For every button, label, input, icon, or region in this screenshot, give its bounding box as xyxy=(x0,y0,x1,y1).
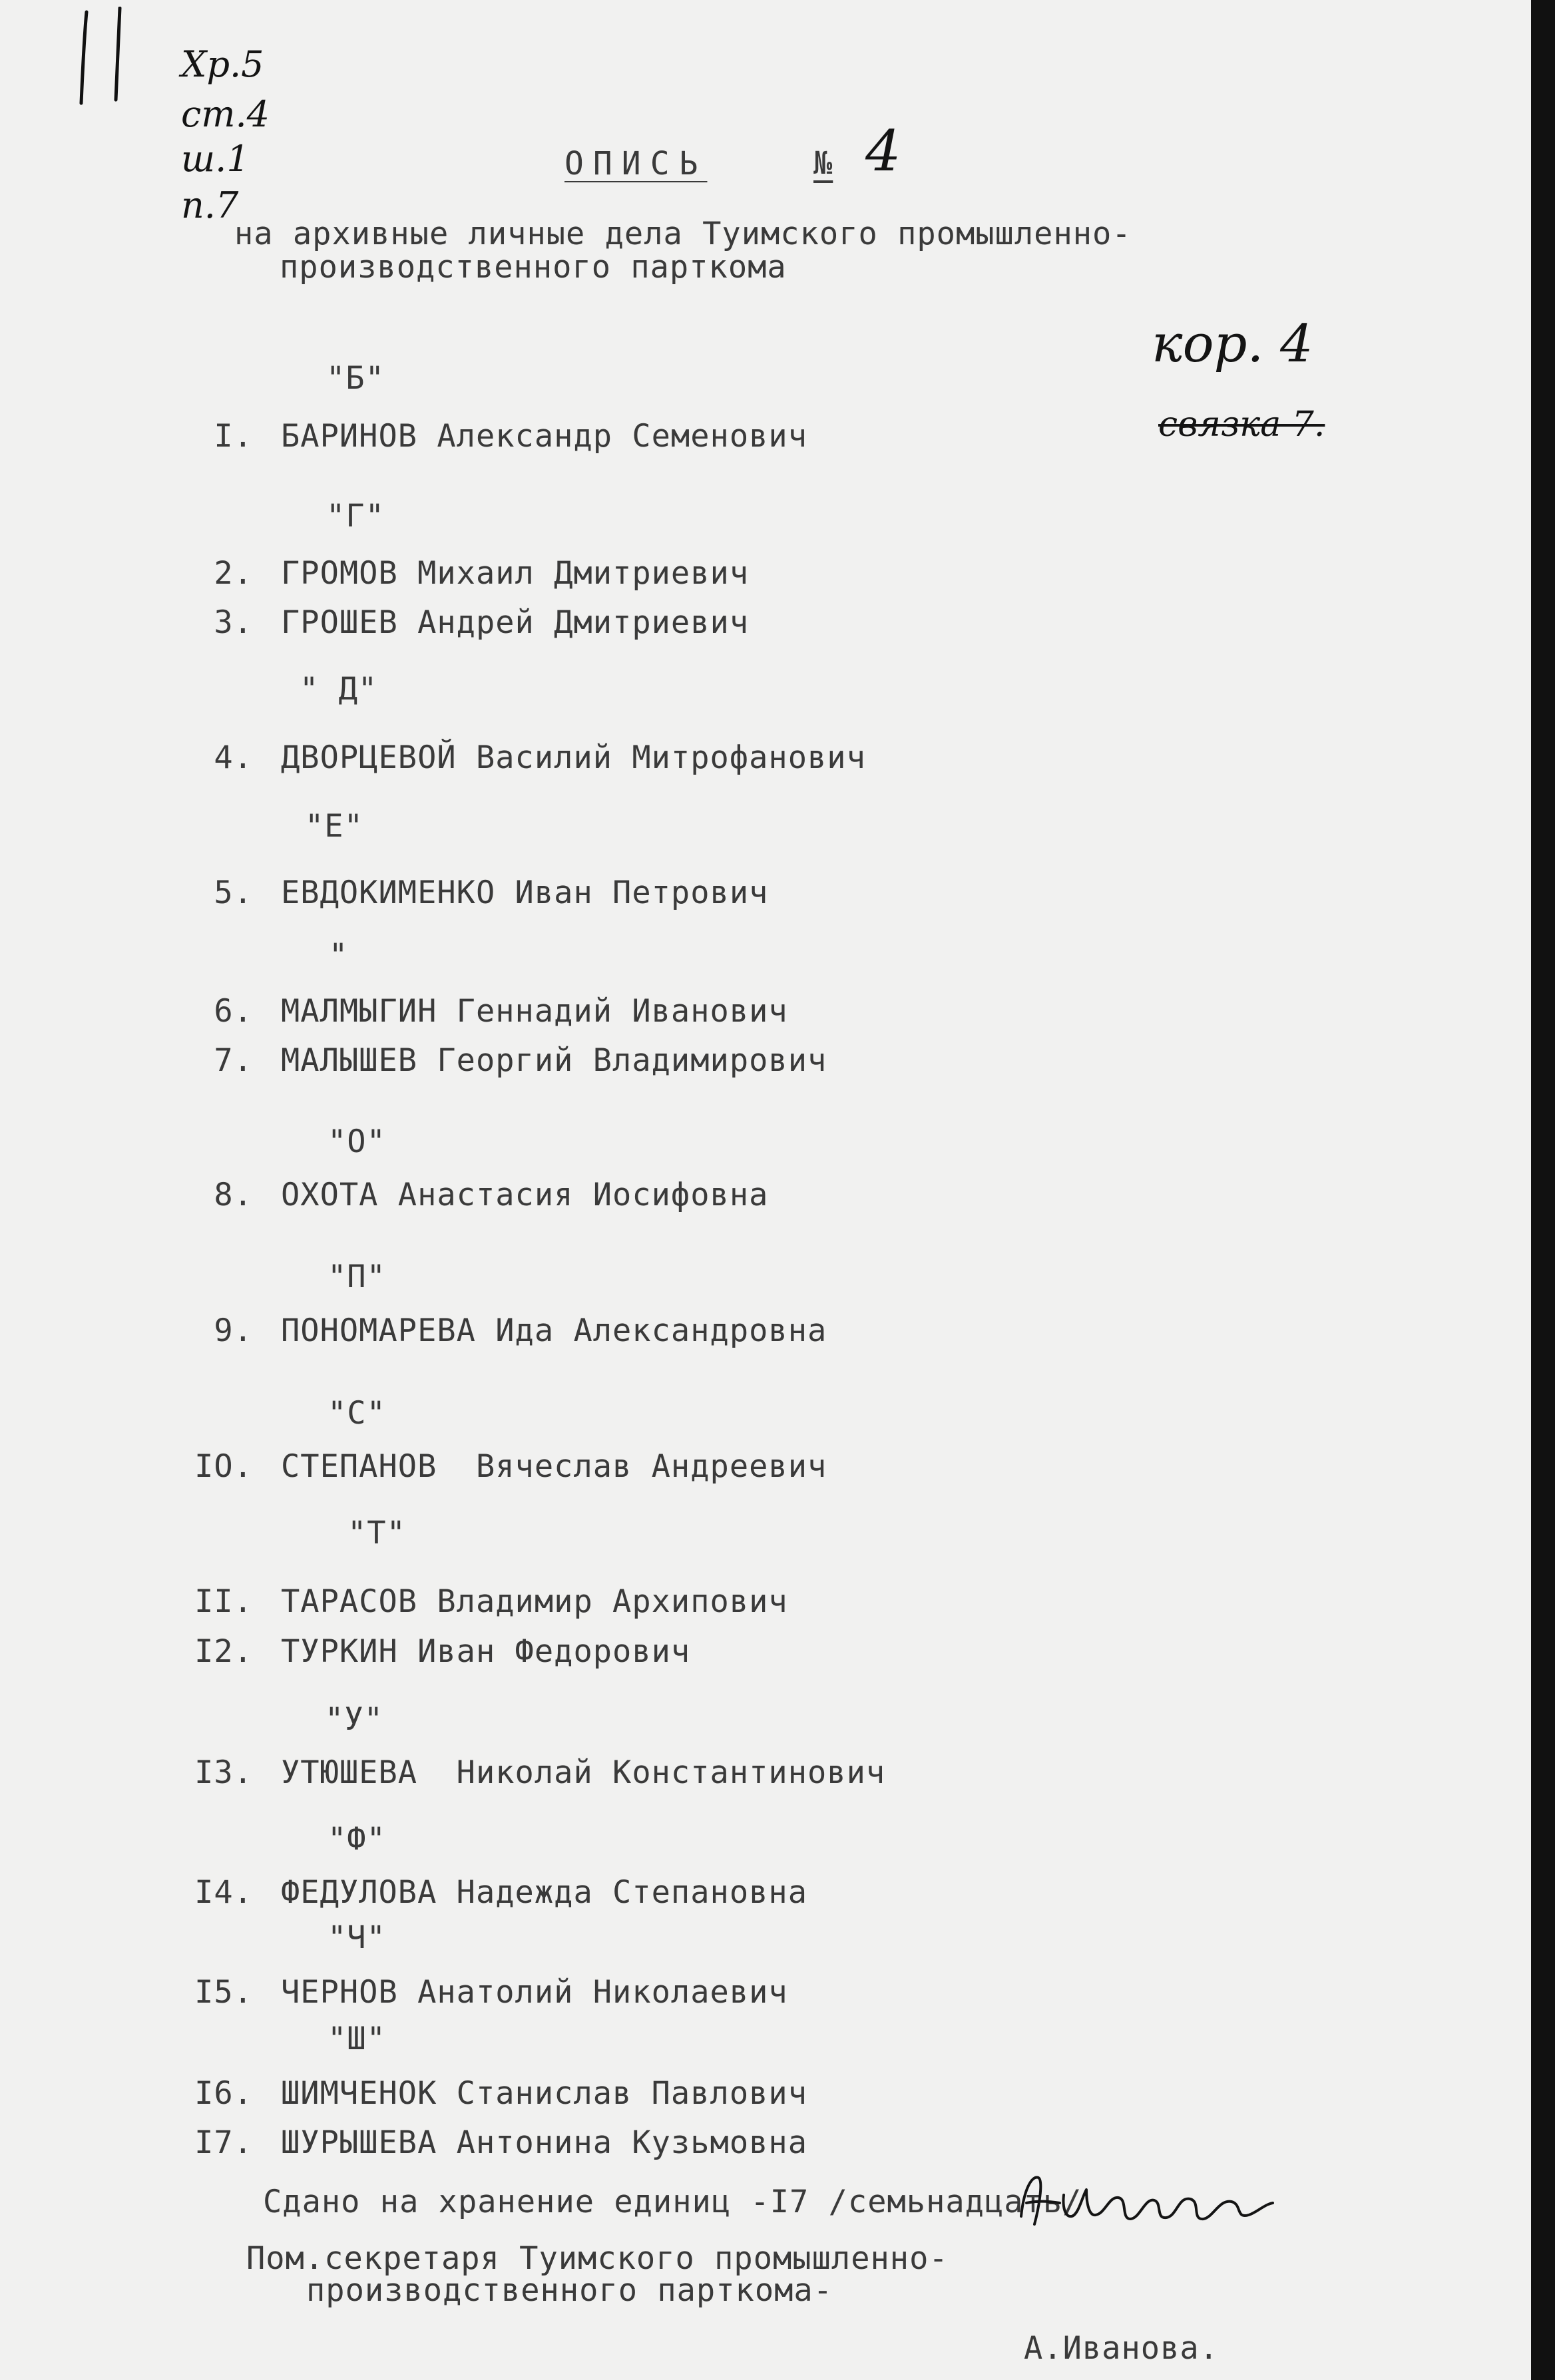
inventory-number: 4 xyxy=(865,118,901,184)
entry-number: 5. xyxy=(214,875,253,911)
entry-name: ДВОРЦЕВОЙ Василий Митрофанович xyxy=(281,739,866,776)
entry-name: ПОНОМАРЕВА Ида Александровна xyxy=(281,1312,827,1349)
entry-name: ОХОТА Анастасия Иосифовна xyxy=(281,1177,769,1213)
document-subtitle-line1: на архивные личные дела Туимского промышленно- xyxy=(234,216,1132,252)
entry-number: 2. xyxy=(214,555,253,592)
entry-name: ТУРКИН Иван Федорович xyxy=(281,1633,691,1670)
letter-heading: " xyxy=(329,937,349,974)
entry-number: I6. xyxy=(194,2075,253,2112)
entry-name: ТАРАСОВ Владимир Архипович xyxy=(281,1583,788,1620)
total-units-line: Сдано на хранение единиц -I7 /семьнадцать/ xyxy=(263,2184,1082,2220)
letter-heading: "Т" xyxy=(347,1515,406,1551)
entry-number: 6. xyxy=(214,993,253,1030)
entry-number: I. xyxy=(214,418,253,455)
entry-number: II. xyxy=(194,1583,253,1620)
signer-position-line1: Пом.секретаря Туимского промышленно- xyxy=(246,2240,949,2277)
entry-number: 7. xyxy=(214,1042,253,1079)
letter-heading: "О" xyxy=(328,1123,386,1160)
signer-name: А.Иванова. xyxy=(1024,2330,1219,2367)
letter-heading: "Б" xyxy=(326,360,385,397)
number-sign: № xyxy=(813,145,833,182)
entry-number: IO. xyxy=(194,1448,253,1485)
signer-position-line2: производственного парткома- xyxy=(306,2272,833,2309)
entry-number: I4. xyxy=(194,1874,253,1911)
letter-heading: " Д" xyxy=(300,671,378,707)
archive-code-rack: ст.4 xyxy=(181,93,270,135)
entry-name: ЕВДОКИМЕНКО Иван Петрович xyxy=(281,875,769,911)
letter-heading: "Ч" xyxy=(328,1919,386,1956)
letter-heading: "П" xyxy=(328,1259,386,1295)
scan-edge xyxy=(1531,0,1555,2380)
letter-heading: "С" xyxy=(328,1395,386,1432)
letter-heading: "У" xyxy=(325,1701,383,1738)
entry-number: I7. xyxy=(194,2124,253,2161)
entry-name: МАЛЫШЕВ Георгий Владимирович xyxy=(281,1042,827,1079)
entry-number: 9. xyxy=(214,1312,253,1349)
entry-number: 3. xyxy=(214,604,253,641)
bundle-label-struck: связка 7. xyxy=(1158,405,1325,445)
handwritten-signature xyxy=(1012,2163,1278,2236)
letter-heading: "Ш" xyxy=(328,2021,386,2057)
handwritten-stroke-mark xyxy=(75,7,134,106)
letter-heading: "Е" xyxy=(305,808,363,845)
entry-name: БАРИНОВ Александр Семенович xyxy=(281,418,808,455)
entry-name: ШИМЧЕНОК Станислав Павлович xyxy=(281,2075,808,2112)
entry-name: ГРОМОВ Михаил Дмитриевич xyxy=(281,555,750,592)
document-title: ОПИСЬ xyxy=(564,145,708,182)
entry-name: ЧЕРНОВ Анатолий Николаевич xyxy=(281,1974,788,2011)
entry-name: ФЕДУЛОВА Надежда Степановна xyxy=(281,1874,808,1911)
entry-name: МАЛМЫГИН Геннадий Иванович xyxy=(281,993,788,1030)
entry-number: I3. xyxy=(194,1754,253,1791)
entry-number: I2. xyxy=(194,1633,253,1670)
entry-name: ШУРЫШЕВА Антонина Кузьмовна xyxy=(281,2124,808,2161)
entry-number: 8. xyxy=(214,1177,253,1213)
entry-name: ГРОШЕВ Андрей Дмитриевич xyxy=(281,604,750,641)
document-subtitle-line2: производственного парткома xyxy=(280,249,787,286)
archive-code-storage: Хр.5 xyxy=(181,43,264,85)
entry-number: 4. xyxy=(214,739,253,776)
entry-number: I5. xyxy=(194,1974,253,2011)
archive-code-cabinet: ш.1 xyxy=(181,138,250,180)
letter-heading: "Ф" xyxy=(328,1821,386,1858)
entry-name: СТЕПАНОВ Вячеслав Андреевич xyxy=(281,1448,827,1485)
entry-name: УТЮШЕВА Николай Константинович xyxy=(281,1754,886,1791)
box-label: кор. 4 xyxy=(1152,314,1313,374)
letter-heading: "Г" xyxy=(326,498,385,534)
archive-code-shelf: п.7 xyxy=(181,184,239,226)
